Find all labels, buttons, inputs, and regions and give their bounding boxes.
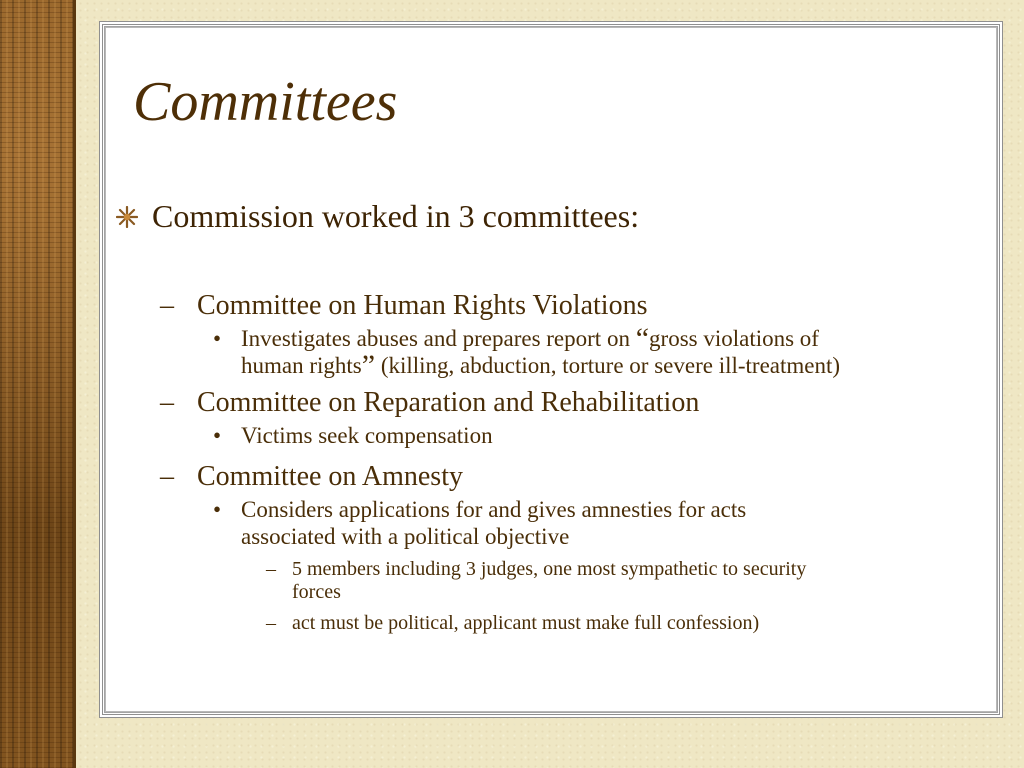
main-bullet-text: Commission worked in 3 committees: (152, 198, 640, 234)
slide-content (112, 196, 992, 635)
committee-detail-text: Victims seek compensation (241, 423, 493, 448)
committee-name: Committee on Amnesty (197, 461, 463, 492)
dot-marker: • (213, 423, 222, 448)
committee-item (112, 290, 992, 322)
committee-detail (112, 496, 992, 550)
dash-marker: – (266, 558, 276, 580)
committee-item (112, 387, 992, 419)
dash-marker: – (160, 290, 174, 321)
dash-marker: – (160, 387, 174, 418)
sub-point-text: 5 members including 3 judges, one most sympathetic to security (292, 558, 807, 580)
committee-item (112, 461, 992, 493)
detail-text-part: associated with a political objective (241, 524, 570, 549)
detail-text-part: Investigates abuses and prepares report on (241, 326, 636, 351)
sub-point (112, 558, 972, 604)
detail-text-part: (killing, abduction, torture or severe ill-treatment) (375, 353, 841, 378)
committee-name: Committee on Reparation and Rehabilitation (197, 387, 700, 418)
open-quote: “ (635, 322, 650, 355)
committee-detail-text (241, 322, 1001, 382)
starburst-icon (116, 206, 138, 228)
slide-title: Committees (133, 71, 398, 133)
dash-marker: – (160, 461, 174, 492)
dash-marker: – (266, 612, 276, 634)
close-quote: ” (361, 349, 376, 382)
detail-text-part: gross violations of (649, 326, 819, 351)
sub-point-text: act must be political, applicant must make full confession) (292, 612, 760, 634)
detail-text-part: human rights (241, 353, 362, 378)
sub-point-text: forces (292, 581, 341, 603)
detail-text-part: Considers applications for and gives amnesties for acts (241, 497, 747, 522)
committee-name: Committee on Human Rights Violations (197, 290, 648, 321)
main-bullet (112, 196, 992, 236)
committee-detail-text (241, 496, 1001, 550)
committee-detail (112, 422, 992, 449)
committee-detail (112, 322, 992, 382)
dot-marker: • (213, 497, 222, 522)
decorative-side-band (0, 0, 76, 768)
sub-point (112, 612, 972, 635)
dot-marker: • (213, 326, 222, 351)
